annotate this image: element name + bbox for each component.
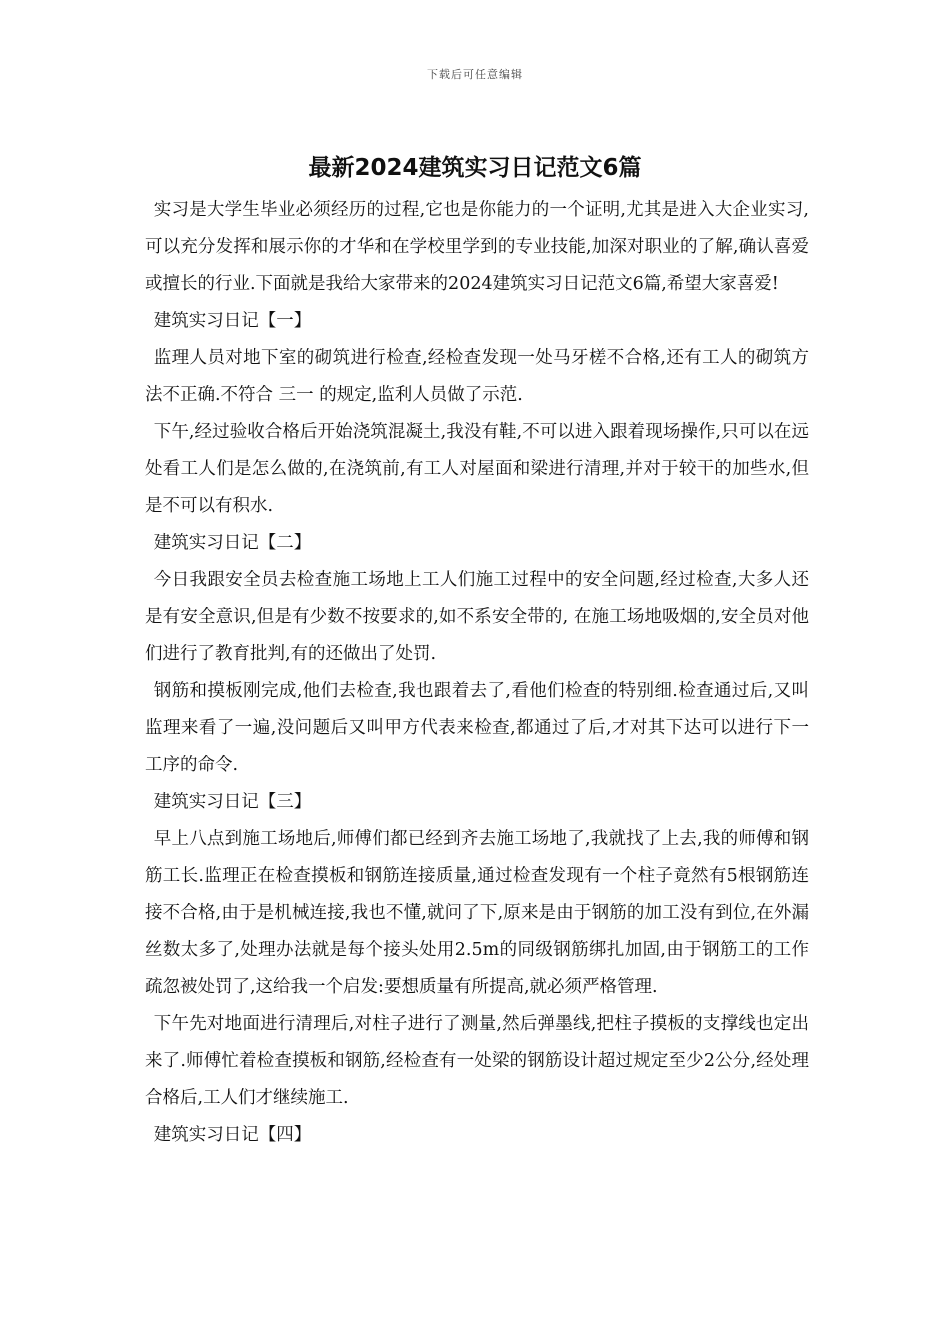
body-paragraph: 下午,经过验收合格后开始浇筑混凝土,我没有鞋,不可以进入跟着现场操作,只可以在远处看工人们是怎么做的,在浇筑前,有工人对屋面和梁进行清理,并对于较干的加些水,但是不可以有积水. xyxy=(145,422,809,516)
body-paragraph: 监理人员对地下室的砌筑进行检查,经检查发现一处马牙槎不合格,还有工人的砌筑方法不正确.不符合 三一 的规定,监利人员做了示范. xyxy=(145,348,809,405)
section-heading-2: 建筑实习日记【二】 xyxy=(153,533,312,553)
page-header: 下载后可任意编辑 xyxy=(427,68,523,81)
section-heading-1: 建筑实习日记【一】 xyxy=(153,311,312,331)
body-paragraph: 下午先对地面进行清理后,对柱子进行了测量,然后弹墨线,把柱子摸板的支撑线也定出来了.师傅忙着检查摸板和钢筋,经检查有一处梁的钢筋设计超过规定至少2公分,经处理合格后,工人们才继续施工. xyxy=(145,1014,809,1108)
body-paragraph: 今日我跟安全员去检查施工场地上工人们施工过程中的安全问题,经过检查,大多人还是有安全意识,但是有少数不按要求的,如不系安全带的, 在施工场地吸烟的,安全员对他们进行了教育批判,有的还做出了处罚. xyxy=(145,570,809,664)
document-title: 最新2024建筑实习日记范文6篇 xyxy=(308,155,642,181)
section-heading-4: 建筑实习日记【四】 xyxy=(153,1125,312,1145)
document-body xyxy=(145,192,809,1154)
body-paragraph: 钢筋和摸板刚完成,他们去检查,我也跟着去了,看他们检查的特别细.检查通过后,又叫监理来看了一遍,没问题后又叫甲方代表来检查,都通过了后,才对其下达可以进行下一工序的命令. xyxy=(145,681,809,775)
section-heading-3: 建筑实习日记【三】 xyxy=(153,792,312,812)
intro-paragraph: 实习是大学生毕业必须经历的过程,它也是你能力的一个证明,尤其是进入大企业实习,可以充分发挥和展示你的才华和在学校里学到的专业技能,加深对职业的了解,确认喜爱或擅长的行业.下面就是我给大家带来的2024建筑实习日记范文6篇,希望大家喜爱! xyxy=(145,200,809,294)
body-paragraph: 早上八点到施工场地后,师傅们都已经到齐去施工场地了,我就找了上去,我的师傅和钢筋工长.监理正在检查摸板和钢筋连接质量,通过检查发现有一个柱子竟然有5根钢筋连接不合格,由于是机械连接,我也不懂,就问了下,原来是由于钢筋的加工没有到位,在外漏丝数太多了,处理办法就是每个接头处用2.5m的同级钢筋绑扎加固,由于钢筋工的工作疏忽被处罚了,这给我一个启发:要想质量有所提高,就必须严格管理. xyxy=(145,829,809,997)
